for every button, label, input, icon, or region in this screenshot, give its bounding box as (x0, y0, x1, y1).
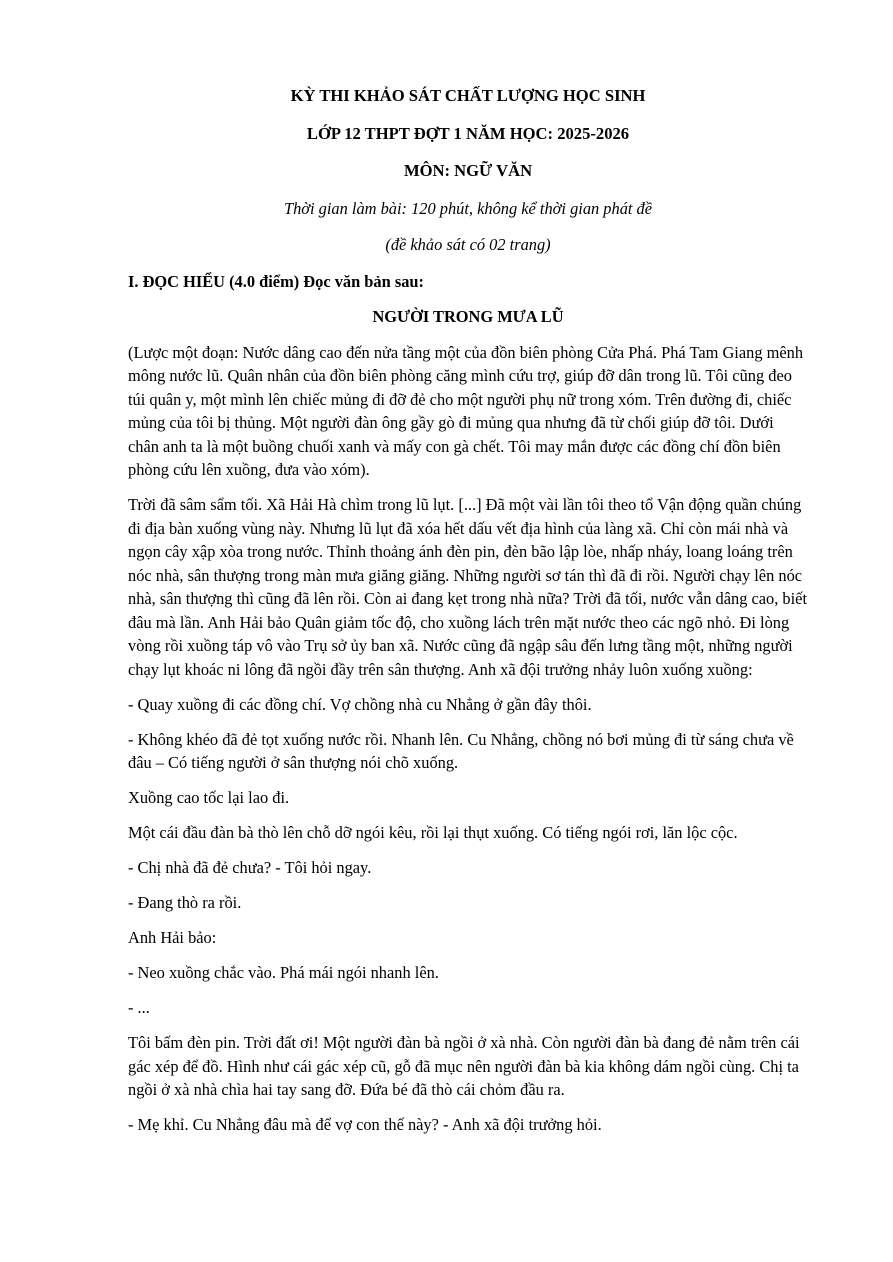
paragraph: Một cái đầu đàn bà thò lên chỗ dỡ ngói kêu, rồi lại thụt xuống. Có tiếng ngói rơi, lăn lộc cộc. (128, 823, 738, 842)
dialogue-line: - Mẹ khỉ. Cu Nhẳng đâu mà để vợ con thế này? - Anh xã đội trưởng hỏi. (128, 1115, 602, 1134)
exam-title: KỲ THI KHẢO SÁT CHẤT LƯỢNG HỌC SINH (290, 86, 646, 105)
story-title: NGƯỜI TRONG MƯA LŨ (372, 307, 564, 326)
paragraph: Xuồng cao tốc lại lao đi. (128, 788, 290, 807)
exam-pages-note: (đề khảo sát có 02 trang) (385, 235, 551, 254)
exam-subject: MÔN: NGỮ VĂN (403, 161, 533, 180)
dialogue-line: - Chị nhà đã đẻ chưa? - Tôi hỏi ngay. (128, 858, 372, 877)
dialogue-line: - Neo xuồng chắc vào. Phá mái ngói nhanh lên. (128, 963, 439, 982)
exam-grade-year: LỚP 12 THPT ĐỢT 1 NĂM HỌC: 2025-2026 (306, 123, 630, 143)
dialogue-line: - ... (128, 998, 150, 1017)
dialogue-line: - Đang thò ra rồi. (128, 893, 242, 912)
story-body (128, 341, 808, 1137)
dialogue-line: - Quay xuồng đi các đồng chí. Vợ chồng nhà cu Nhẳng ở gần đây thôi. (128, 694, 592, 714)
paragraph: Tôi bấm đèn pin. Trời đất ơi! Một người đàn bà ngồi ở xà nhà. Còn người đàn bà đang đẻ nằm trên cái gác xép để đồ. Hình như cái gác xép cũ, gỗ đã mục nên người đàn bà kia không dám ngồi cùng. Chị ta ngồi ở xà nhà chìa hai tay sang đỡ. Đứa bé đã thò cái chỏm đầu ra. (128, 1033, 800, 1099)
paragraph: Trời đã sâm sẩm tối. Xã Hải Hà chìm trong lũ lụt. [...] Đã một vài lần tôi theo tổ Vận động quần chúng đi địa bàn xuống vùng này. Nhưng lũ lụt đã xóa hết dấu vết địa hình của làng xã. Chỉ còn mái nhà và ngọn cây xập xòa trong nước. Thỉnh thoảng ánh đèn pin, đèn bão lập lòe, nhấp nháy, loang loáng trên nóc nhà, sân thượng trong màn mưa giăng giăng. Những người sơ tán thì đã đi rồi. Người chạy lên nóc nhà, sân thượng thì cũng đã lên rồi. Còn ai đang kẹt trong nhà nữa? Trời đã tối, nước vẫn dâng cao, biết đâu mà lần. Anh Hải bảo Quân giảm tốc độ, cho xuồng lách trên mặt nước theo các ngõ nhỏ. Đi lòng vòng rồi xuồng táp vô vào Trụ sở ủy ban xã. Nước cũng đã ngập sâu đến lưng tầng một, những người chạy lụt khoác ni lông đã ngồi đầy trên sân thượng. Anh xã đội trưởng nhảy luôn xuống xuồng: (128, 495, 808, 679)
paragraph: Anh Hải bảo: (128, 928, 217, 947)
paragraph-summary: (Lược một đoạn: Nước dâng cao đến nửa tầng một của đồn biên phòng Cửa Phá. Phá Tam Giang mênh mông nước lũ. Quân nhân của đồn biên phòng căng mình cứu trợ, giúp đỡ dân trong lũ. Tôi cũng đeo túi quân y, một mình lên chiếc mủng đi đỡ đẻ cho một người phụ nữ trong xóm. Trên đường đi, chiếc mủng của tôi bị thủng. Một người đàn ông gầy gò đi mủng qua nhưng đã từ chối giúp đỡ tôi. Dưới chân anh ta là một buồng chuối xanh và mấy con gà chết. Tôi may mắn được các đồng chí đồn biên phòng cứu lên xuồng, đưa vào xóm). (128, 342, 804, 479)
section-heading: I. ĐỌC HIỂU (4.0 điểm) Đọc văn bản sau: (128, 271, 424, 291)
exam-page (128, 84, 808, 1148)
dialogue-line: - Không khéo đã đẻ tọt xuống nước rồi. Nhanh lên. Cu Nhẳng, chồng nó bơi mủng đi từ sáng chưa về đâu – Có tiếng người ở sân thượng nói chõ xuống. (128, 729, 794, 772)
exam-time-note: Thời gian làm bài: 120 phút, không kể thời gian phát đề (283, 198, 653, 218)
